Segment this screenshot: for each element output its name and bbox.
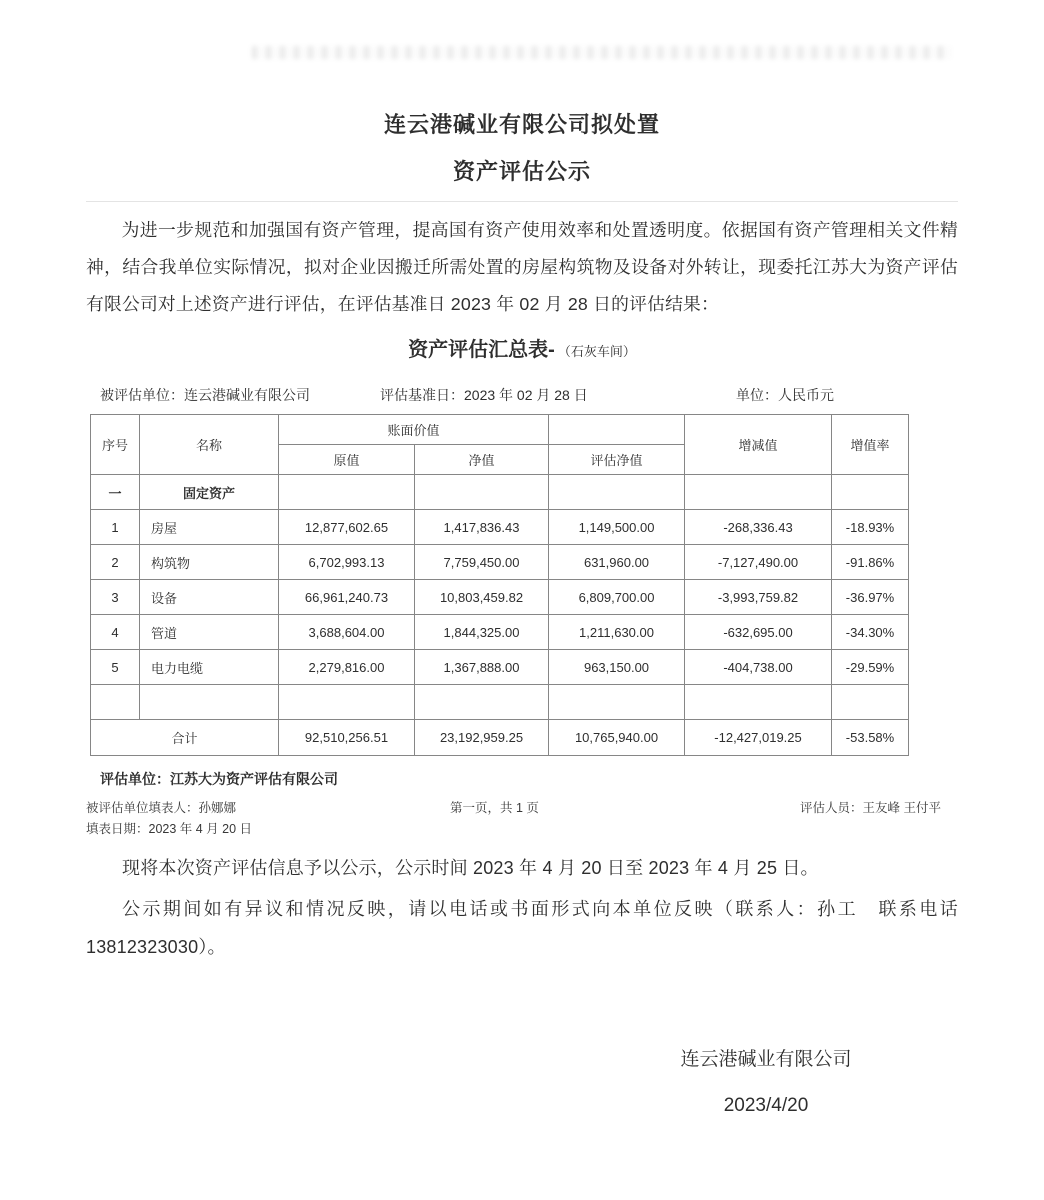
cell-assessed: 1,149,500.00 xyxy=(549,510,685,545)
cell-name xyxy=(140,685,279,720)
table-title xyxy=(86,337,958,365)
header-name: 名称 xyxy=(140,415,279,475)
table-row-power-cable xyxy=(91,650,909,685)
cell-assessed: 963,150.00 xyxy=(549,650,685,685)
fill-date: 填表日期：2023 年 4 月 20 日 xyxy=(86,822,253,836)
page-info: 第一页，共 1 页 xyxy=(450,801,539,815)
appraiser-unit-line: 评估单位：江苏大为资产评估有限公司 xyxy=(100,771,338,787)
intro-paragraph: 为进一步规范和加强国有资产管理，提高国有资产使用效率和处置透明度。依据国有资产管理相关文件精神，结合我单位实际情况，拟对企业因搬迁所需处置的房屋构筑物及设备对外转让，现委托江苏大为资产评估有限公司对上述资产进行评估，在评估基准日 2023 年 02 月 28 日的评估结果： xyxy=(86,220,958,314)
cell-seq: 5 xyxy=(91,650,140,685)
cell-seq: 4 xyxy=(91,615,140,650)
cell-assessed: 1,211,630.00 xyxy=(549,615,685,650)
meta-base-date: 评估基准日：2023 年 02 月 28 日 xyxy=(380,387,588,403)
table-row-empty xyxy=(91,685,909,720)
table-row-equipment xyxy=(91,580,909,615)
signature-company: 连云港碱业有限公司 xyxy=(680,1049,852,1070)
cell-name: 构筑物 xyxy=(140,545,279,580)
table-row-category xyxy=(91,475,909,510)
cell-rate: -34.30% xyxy=(832,615,909,650)
table-row-total xyxy=(91,720,909,756)
cell-name: 固定资产 xyxy=(140,475,279,510)
table-meta-row xyxy=(86,385,958,405)
signature-date: 2023/4/20 xyxy=(723,1095,809,1116)
separator-line xyxy=(86,201,958,202)
table-title-workshop: （石灰车间） xyxy=(557,344,636,359)
cell-net: 10,803,459.82 xyxy=(415,580,549,615)
header-change-value: 增减值 xyxy=(685,415,832,475)
cell-total-label: 合计 xyxy=(91,720,279,756)
doc-title-line1: 连云港碱业有限公司拟处置 xyxy=(383,112,660,137)
cell-net: 1,844,325.00 xyxy=(415,615,549,650)
header-book-value: 账面价值 xyxy=(279,415,549,445)
header-row-1 xyxy=(91,415,909,445)
cell-original: 12,877,602.65 xyxy=(279,510,415,545)
table-row-structures xyxy=(91,545,909,580)
notice-paragraph-1: 现将本次资产评估信息予以公示，公示时间 2023 年 4 月 20 日至 2023 年 4 月 25 日。 xyxy=(122,858,819,878)
cell-rate: -18.93% xyxy=(832,510,909,545)
cell-change: -7,127,490.00 xyxy=(685,545,832,580)
cell-net xyxy=(415,475,549,510)
header-seq: 序号 xyxy=(91,415,140,475)
header-assessed-net-value: 评估净值 xyxy=(549,445,685,475)
cell-name: 房屋 xyxy=(140,510,279,545)
cell-seq: 3 xyxy=(91,580,140,615)
cell-change: -632,695.00 xyxy=(685,615,832,650)
cell-net: 1,417,836.43 xyxy=(415,510,549,545)
cell-seq xyxy=(91,685,140,720)
cell-net: 1,367,888.00 xyxy=(415,650,549,685)
appraisers: 评估人员：王友峰 王付平 xyxy=(800,801,941,815)
cell-assessed: 6,809,700.00 xyxy=(549,580,685,615)
notice-paragraph-2: 公示期间如有异议和情况反映，请以电话或书面形式向本单位反映（联系人：孙工 联系电话 13812323030）。 xyxy=(86,899,958,957)
cell-original: 92,510,256.51 xyxy=(279,720,415,756)
cell-rate: -53.58% xyxy=(832,720,909,756)
cell-original: 3,688,604.00 xyxy=(279,615,415,650)
header-net-value: 净值 xyxy=(415,445,549,475)
cell-assessed xyxy=(549,685,685,720)
cell-name: 电力电缆 xyxy=(140,650,279,685)
cell-rate: -29.59% xyxy=(832,650,909,685)
cell-change xyxy=(685,475,832,510)
cell-original xyxy=(279,475,415,510)
cell-original: 6,702,993.13 xyxy=(279,545,415,580)
cell-change xyxy=(685,685,832,720)
signature-block xyxy=(636,1044,896,1117)
cell-original xyxy=(279,685,415,720)
meta-currency-unit: 单位：人民币元 xyxy=(736,387,834,403)
scan-artifact xyxy=(252,46,952,59)
cell-original: 2,279,816.00 xyxy=(279,650,415,685)
cell-assessed xyxy=(549,475,685,510)
cell-rate: -36.97% xyxy=(832,580,909,615)
cell-rate: -91.86% xyxy=(832,545,909,580)
public-notice xyxy=(86,849,958,966)
cell-original: 66,961,240.73 xyxy=(279,580,415,615)
cell-change: -268,336.43 xyxy=(685,510,832,545)
cell-name: 设备 xyxy=(140,580,279,615)
table-title-main: 资产评估汇总表- xyxy=(408,339,555,361)
doc-title-line2: 资产评估公示 xyxy=(452,159,591,184)
cell-change: -3,993,759.82 xyxy=(685,580,832,615)
cell-net xyxy=(415,685,549,720)
header-change-rate: 增值率 xyxy=(832,415,909,475)
cell-change: -404,738.00 xyxy=(685,650,832,685)
table-row-pipeline xyxy=(91,615,909,650)
form-filler: 被评估单位填表人：孙娜娜 xyxy=(86,801,237,815)
cell-net: 7,759,450.00 xyxy=(415,545,549,580)
cell-seq: 一 xyxy=(91,475,140,510)
cell-rate xyxy=(832,685,909,720)
table-header xyxy=(91,415,909,475)
cell-assessed: 631,960.00 xyxy=(549,545,685,580)
cell-seq: 2 xyxy=(91,545,140,580)
cell-rate xyxy=(832,475,909,510)
table-footer-row xyxy=(86,798,958,814)
cell-name: 管道 xyxy=(140,615,279,650)
cell-change: -12,427,019.25 xyxy=(685,720,832,756)
header-original-value: 原值 xyxy=(279,445,415,475)
valuation-summary-table xyxy=(90,414,909,756)
cell-seq: 1 xyxy=(91,510,140,545)
meta-assessed-unit: 被评估单位：连云港碱业有限公司 xyxy=(100,387,310,403)
cell-net: 23,192,959.25 xyxy=(415,720,549,756)
cell-assessed: 10,765,940.00 xyxy=(549,720,685,756)
table-row-house xyxy=(91,510,909,545)
header-empty-cell xyxy=(549,415,685,445)
